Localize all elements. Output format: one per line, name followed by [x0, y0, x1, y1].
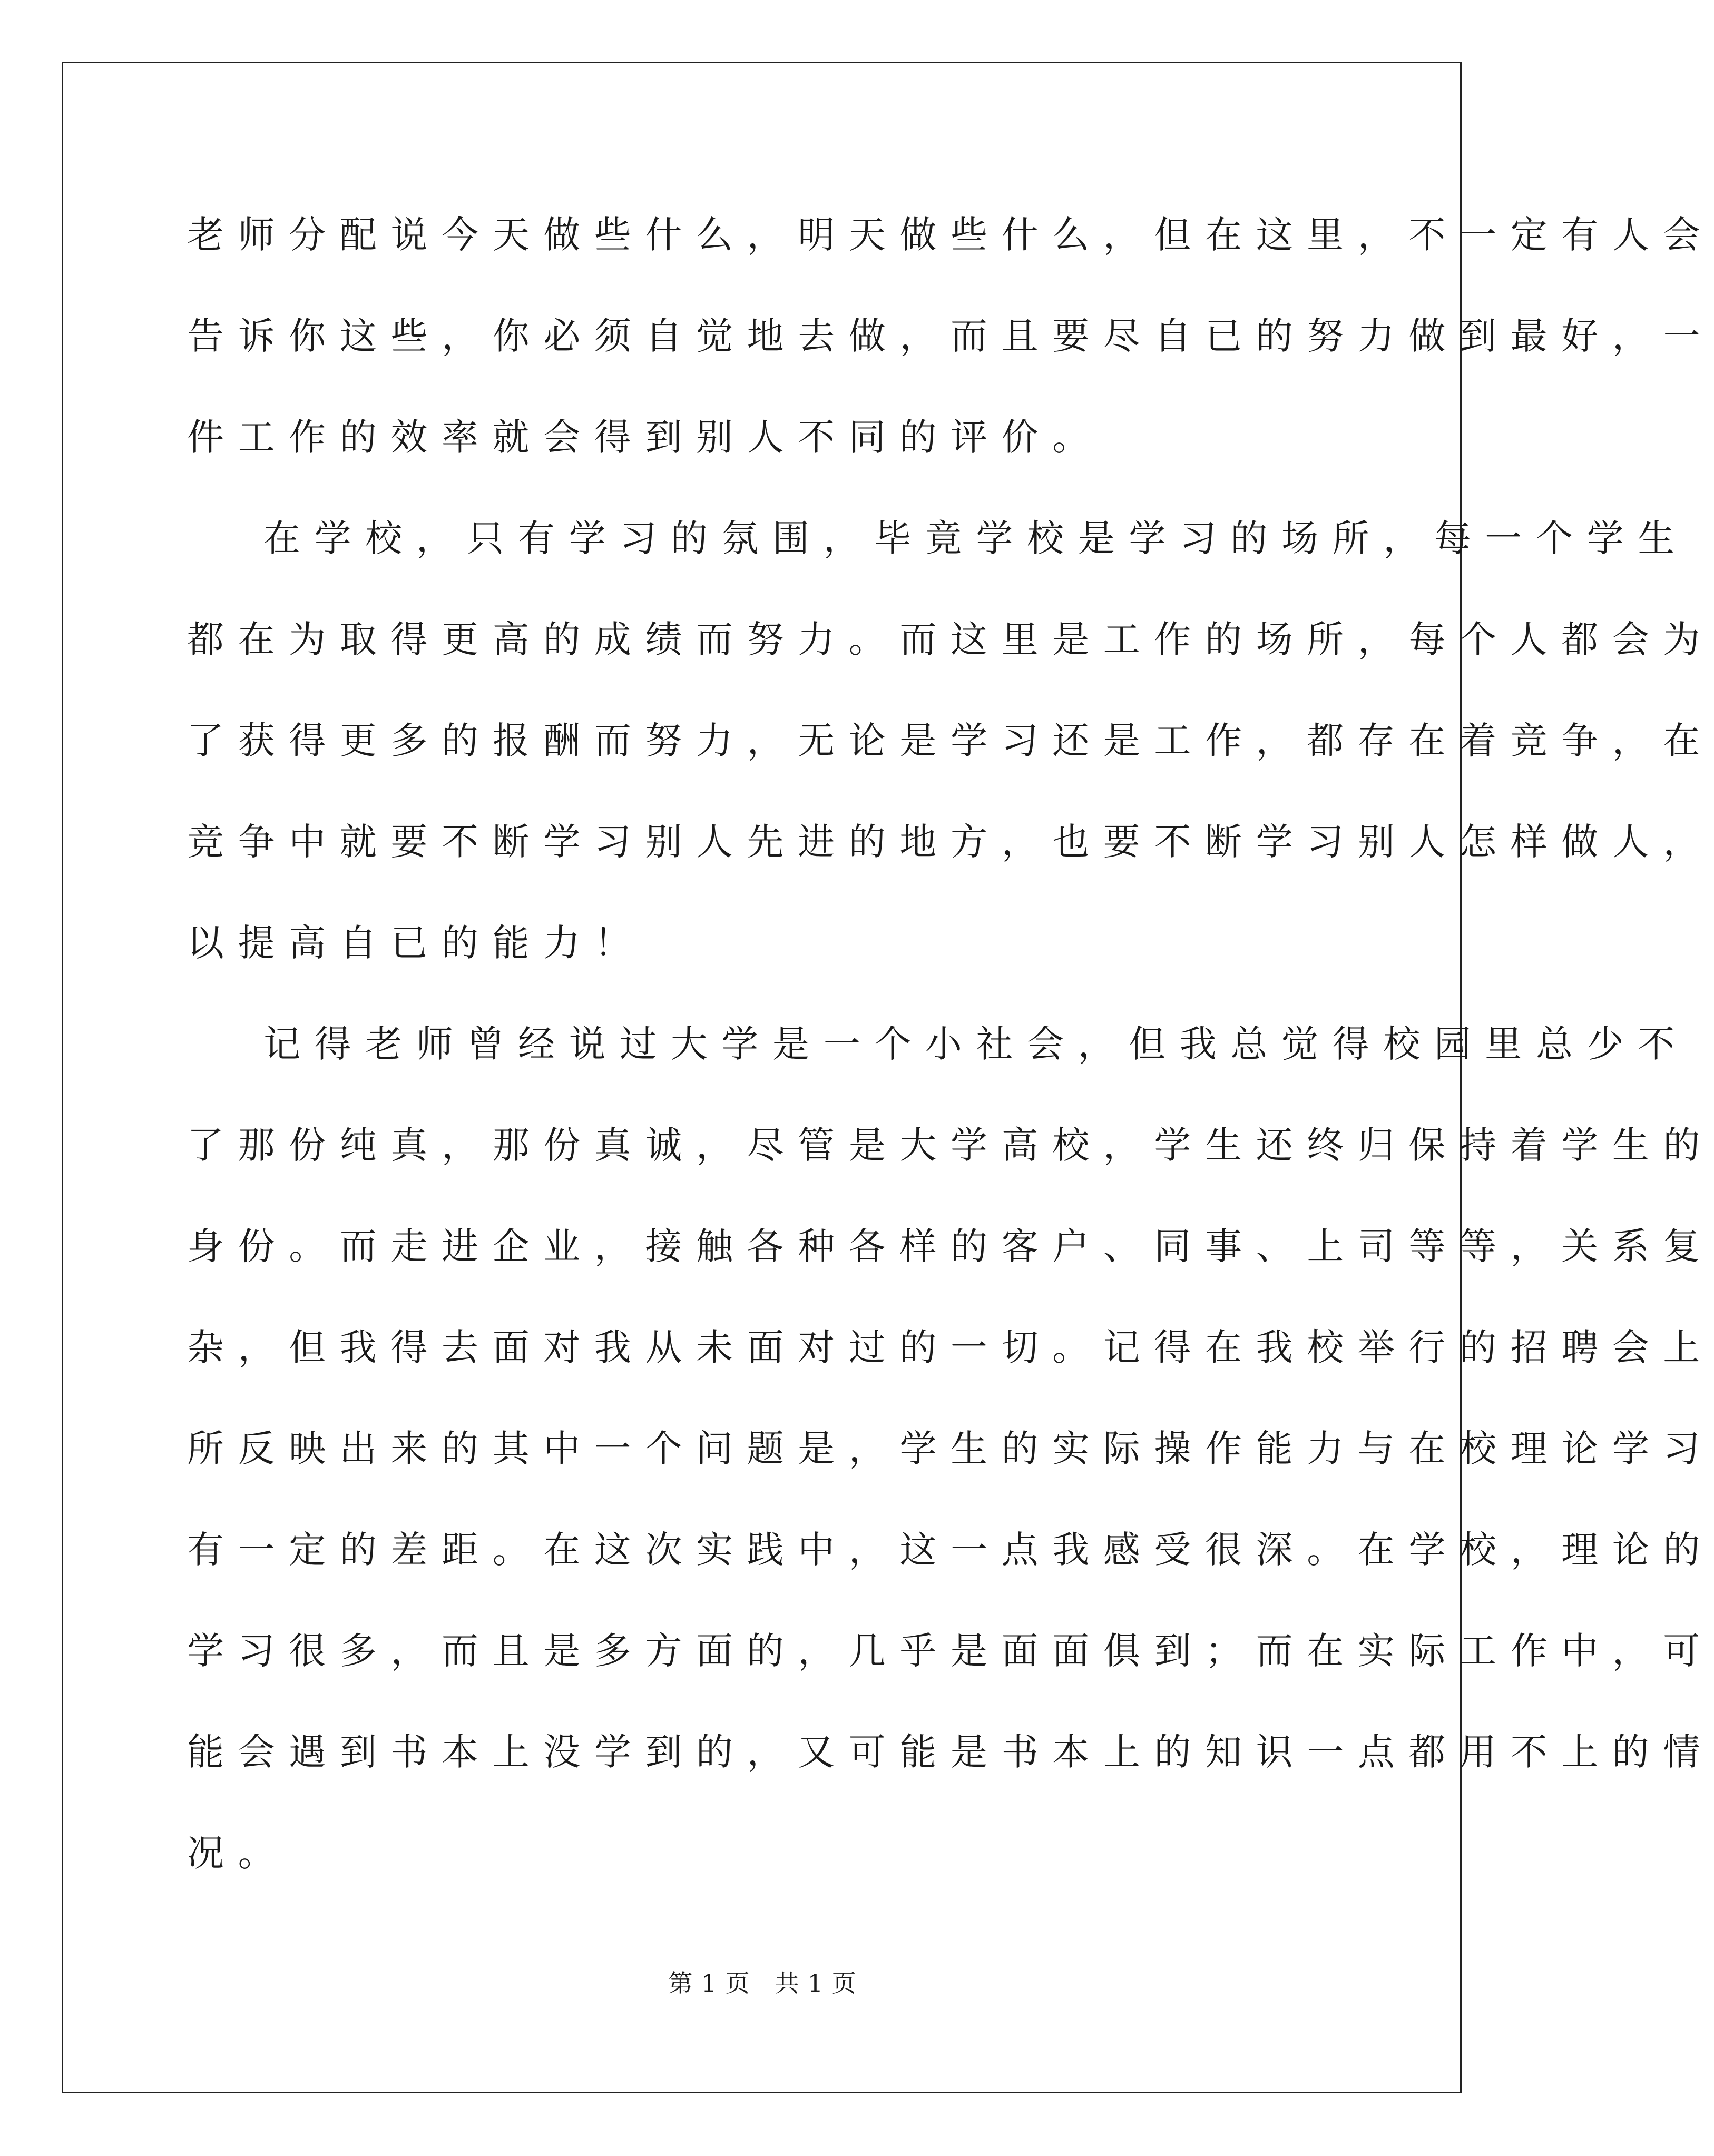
text-line-15: 学习很多，而且是多方面的，几乎是面面俱到；而在实际工作中，可 [187, 1629, 1714, 1672]
text-line-17: 况。 [187, 1832, 289, 1875]
text-line-12: 杂，但我得去面对我从未面对过的一切。记得在我校举行的招聘会上 [187, 1326, 1714, 1369]
text-line-5: 都在为取得更高的成绩而努力。而这里是工作的场所，每个人都会为 [187, 618, 1714, 661]
page-number-footer: 第 1 页 共 1 页 [668, 1969, 857, 1997]
text-line-11: 身份。而走进企业，接触各种各样的客户、同事、上司等等，关系复 [187, 1225, 1714, 1268]
text-line-16: 能会遇到书本上没学到的，又可能是书本上的知识一点都用不上的情 [187, 1730, 1714, 1774]
text-line-3: 件工作的效率就会得到别人不同的评价。 [187, 416, 1103, 459]
text-line-7: 竞争中就要不断学习别人先进的地方，也要不断学习别人怎样做人， [187, 820, 1714, 863]
text-line-13: 所反映出来的其中一个问题是，学生的实际操作能力与在校理论学习 [187, 1427, 1714, 1470]
page-border [62, 62, 1714, 2093]
text-line-2: 告诉你这些，你必须自觉地去做，而且要尽自已的努力做到最好，一 [187, 314, 1714, 358]
text-line-1: 老师分配说今天做些什么，明天做些什么，但在这里，不一定有人会 [187, 213, 1714, 257]
text-line-6: 了获得更多的报酬而努力，无论是学习还是工作，都存在着竞争，在 [187, 719, 1714, 762]
text-line-4: 在学校，只有学习的氛围，毕竟学校是学习的场所，每一个学生 [263, 517, 1689, 560]
text-line-10: 了那份纯真，那份真诚，尽管是大学高校，学生还终归保持着学生的 [187, 1124, 1714, 1167]
text-line-8: 以提高自已的能力！ [187, 921, 645, 964]
text-line-9: 记得老师曾经说过大学是一个小社会，但我总觉得校园里总少不 [263, 1022, 1689, 1066]
text-line-14: 有一定的差距。在这次实践中，这一点我感受很深。在学校，理论的 [187, 1528, 1714, 1571]
